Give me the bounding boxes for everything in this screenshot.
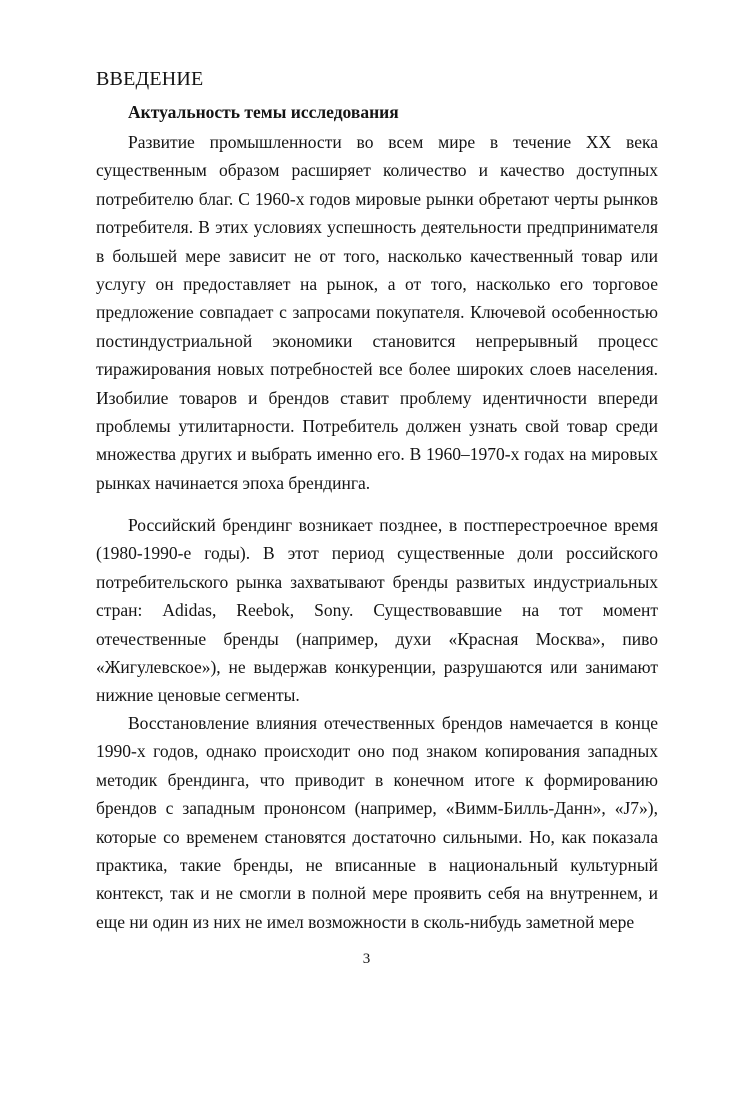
body-paragraph-2: Российский брендинг возникает позднее, в постперестроечное время (1980-1990-е годы). В этот период существенные доли российского потребительского рынка захватывают бренды развитых индустриальных стран: Adidas, Reebok, Sony. Существовавшие на тот момент отечественные бренды (например, духи «Красная Москва», пиво «Жигулевское»), не выдержав конкуренции, разрушаются или занимают нижние ценовые сегменты. [96,515,658,706]
body-paragraph-3: Восстановление влияния отечественных брендов намечается в конце 1990-х годов, однако происходит оно под знаком копирования западных методик брендинга, что приводит в конечном итоге к формированию брендов с западным прононсом (например, «Вимм-Билль-Данн», «J7»), которые со временем становятся достаточно сильными. Но, как показала практика, такие бренды, не вписанные в национальный культурный контекст, так и не смогли в полной мере проявить себя на внутреннем, и еще ни один из них не имел возможности в сколь-нибудь заметной мере [96,713,658,932]
body-paragraph-1: Развитие промышленности во всем мире в течение XX века существенным образом расширяет количество и качество доступных потребителю благ. С 1960-х годов мировые рынки обретают черты рынков потребителя. В этих условиях успешность деятельности предпринимателя в большей мере зависит не от того, насколько качественный товар или услугу он предоставляет на рынок, а от того, насколько его торговое предложение совпадает с запросами покупателя. Ключевой особенностью постиндустриальной экономики становится непрерывный процесс тиражирования новых потребностей все более широких слоев населения. Изобилие товаров и брендов ставит проблему идентичности впереди проблемы утилитарности. Потребитель должен узнать свой товар среди множества других и выбрать именно его. В 1960–1970-х годах на мировых рынках начинается эпоха брендинга. [96,132,658,493]
section-heading: ВВЕДЕНИЕ [96,68,204,90]
subsection-heading: Актуальность темы исследования [128,102,399,122]
page-number: 3 [362,951,371,967]
